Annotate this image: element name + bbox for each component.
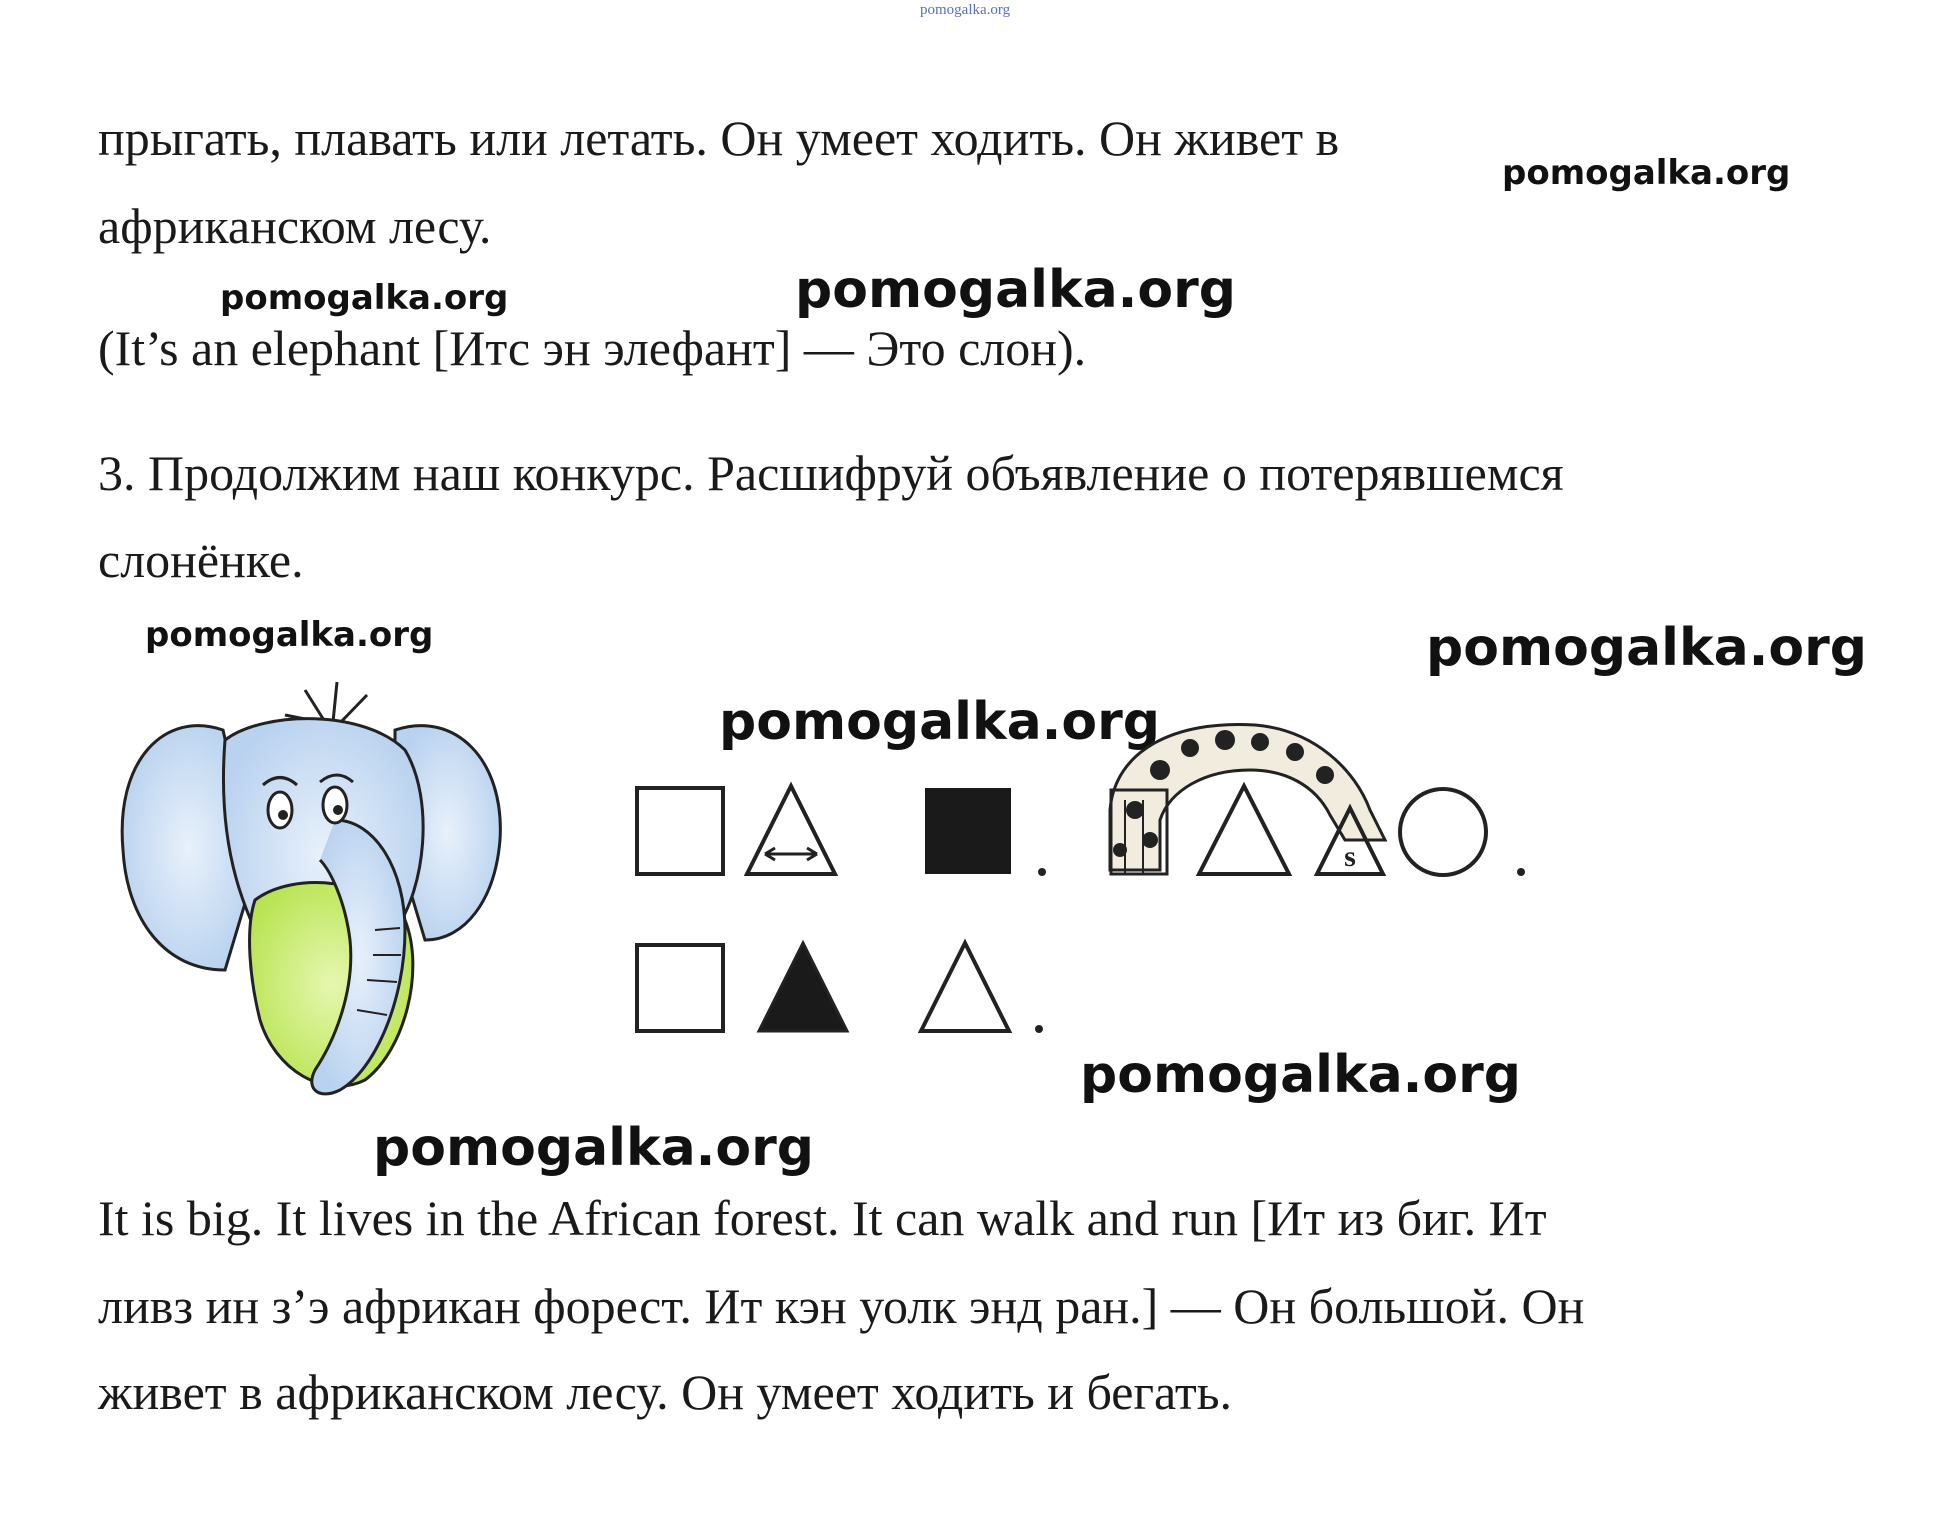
text-line-1: прыгать, плавать или летать. Он умеет ходить. Он живет в: [98, 110, 1340, 166]
s-letter: s: [1344, 840, 1356, 873]
text-line-3: (It’s an elephant [Итс эн элефант] — Это слон).: [98, 320, 1087, 376]
coded-message-row-1: [615, 690, 1575, 890]
watermark: pomogalka.org: [373, 1118, 815, 1178]
answer-line-3: живет в африканском лесу. Он умеет ходить и бегать.: [98, 1364, 1233, 1420]
answer-line-1: It is big. It lives in the African forest. It can walk and run [Ит из биг. Ит: [98, 1190, 1547, 1246]
task-line-1: 3. Продолжим наш конкурс. Расшифруй объявление о потерявшемся: [98, 445, 1564, 501]
watermark: pomogalka.org: [795, 260, 1237, 320]
task-line-2: слонёнке.: [98, 532, 304, 588]
coded-message-row-2: [615, 925, 1095, 1055]
answer-line-2: ливз ин з’э африкан форест. Ит кэн уолк энд ран.] — Он большой. Он: [98, 1278, 1585, 1334]
text-line-2: африканском лесу.: [98, 198, 492, 254]
watermark: pomogalka.org: [145, 615, 434, 655]
watermark: pomogalka.org: [719, 692, 1161, 752]
watermark: pomogalka.org: [1426, 618, 1868, 678]
watermark: pomogalka.org: [1502, 153, 1791, 193]
elephant-illustration: [105, 670, 525, 1120]
site-mark: pomogalka.org: [920, 2, 1011, 18]
watermark: pomogalka.org: [1080, 1045, 1522, 1105]
watermark: pomogalka.org: [220, 278, 509, 318]
